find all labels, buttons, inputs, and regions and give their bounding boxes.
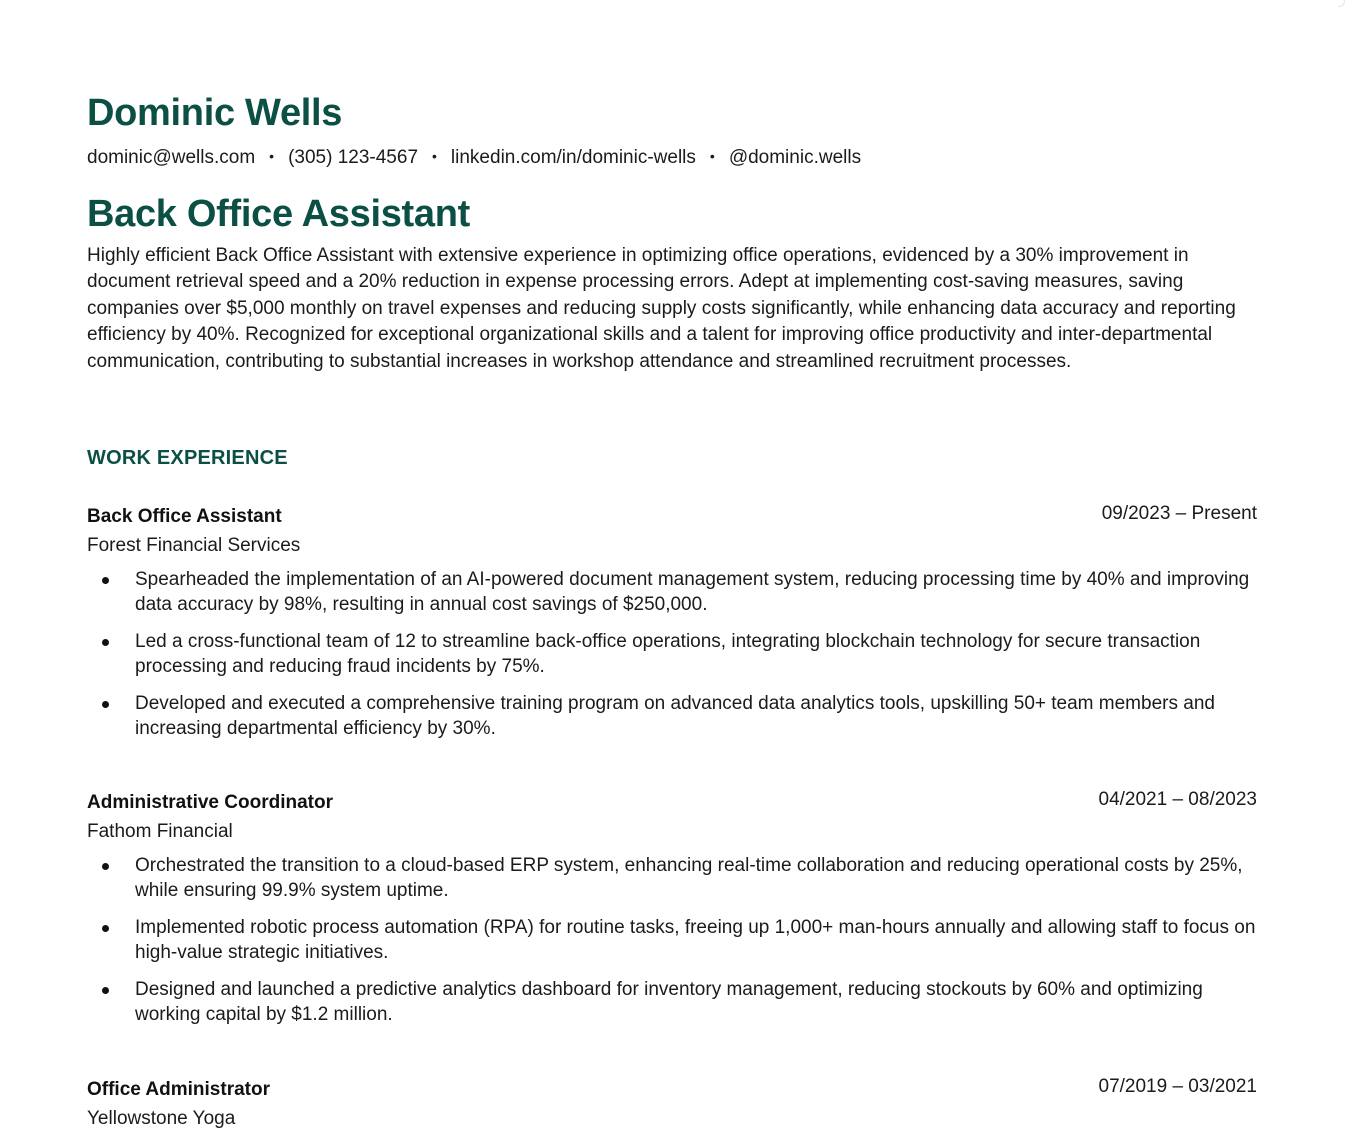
job-bullet: [87, 854, 1257, 903]
profile-summary: Highly efficient Back Office Assistant with extensive experience in optimizing office operations, evidenced by a 30% improvement in document retrieval speed and a 20% reduction in expense processing errors. Adept at implementing cost-saving measures, saving companies over $5,000 monthly on travel expenses and reducing supply costs significantly, while enhancing data accuracy and reporting efficiency by 40%. Recognized for exceptional organizational skills and a talent for improving office productivity and inter-departmental communication, contributing to substantial increases in workshop attendance and streamlined recruitment processes.: [87, 245, 1236, 372]
contact-separator: •: [269, 148, 275, 164]
bullet-dot-icon: [102, 863, 109, 870]
page-corner-mark: [1338, 0, 1345, 7]
contact-linkedin[interactable]: linkedin.com/in/dominic-wells: [450, 147, 696, 168]
job-title: Back Office Assistant: [87, 506, 282, 527]
job-title: Administrative Coordinator: [87, 792, 333, 813]
job-bullet-text: Developed and executed a comprehensive training program on advanced data analytics tools, upskilling 50+ team members and increasing departmental efficiency by 30%.: [135, 693, 1215, 739]
contact-separator: •: [432, 148, 437, 164]
bullet-dot-icon: [102, 639, 109, 646]
job-dates: 04/2021 – 08/2023: [1098, 789, 1257, 810]
bullet-dot-icon: [102, 925, 109, 932]
job-bullet: [87, 692, 1257, 741]
job-bullet: [87, 916, 1257, 965]
job-dates: 07/2019 – 03/2021: [1098, 1076, 1257, 1097]
bullet-dot-icon: [102, 577, 109, 584]
job-company: Forest Financial Services: [87, 535, 301, 556]
candidate-name: Dominic Wells: [87, 92, 343, 134]
job-company: Yellowstone Yoga: [87, 1108, 236, 1129]
job-bullet-text: Designed and launched a predictive analytics dashboard for inventory management, reducing stockouts by 60% and optimizing working capital by $1.2 million.: [135, 979, 1203, 1025]
job-dates: 09/2023 – Present: [1101, 503, 1257, 524]
job-bullets: [87, 568, 1257, 754]
job-bullet-text: Led a cross-functional team of 12 to streamline back-office operations, integrating blockchain technology for secure transaction processing and reducing fraud incidents by 75%.: [135, 631, 1201, 677]
job-bullet: [87, 978, 1257, 1027]
contact-email[interactable]: dominic@wells.com: [87, 147, 256, 168]
job-company: Fathom Financial: [87, 821, 233, 842]
job-bullet-text: Spearheaded the implementation of an AI-powered document management system, reducing processing time by 40% and improving data accuracy by 98%, resulting in annual cost savings of $250,000.: [135, 569, 1250, 615]
job-bullet: [87, 630, 1257, 679]
contact-handle[interactable]: @dominic.wells: [728, 147, 862, 168]
bullet-dot-icon: [102, 701, 109, 708]
contact-phone[interactable]: (305) 123-4567: [288, 147, 419, 168]
work-experience-heading: WORK EXPERIENCE: [87, 447, 288, 469]
job-bullets: [87, 854, 1257, 1040]
profile-headline: Back Office Assistant: [87, 193, 470, 235]
contact-separator: •: [709, 148, 715, 164]
contact-line: [87, 144, 861, 170]
bullet-dot-icon: [102, 987, 109, 994]
job-bullet-text: Implemented robotic process automation (RPA) for routine tasks, freeing up 1,000+ man-hours annually and allowing staff to focus on high-value strategic initiatives.: [135, 917, 1256, 963]
job-bullet: [87, 568, 1257, 617]
job-bullet-text: Orchestrated the transition to a cloud-based ERP system, enhancing real-time collaboration and reducing operational costs by 25%, while ensuring 99.9% system uptime.: [135, 855, 1243, 901]
job-title: Office Administrator: [87, 1079, 270, 1100]
